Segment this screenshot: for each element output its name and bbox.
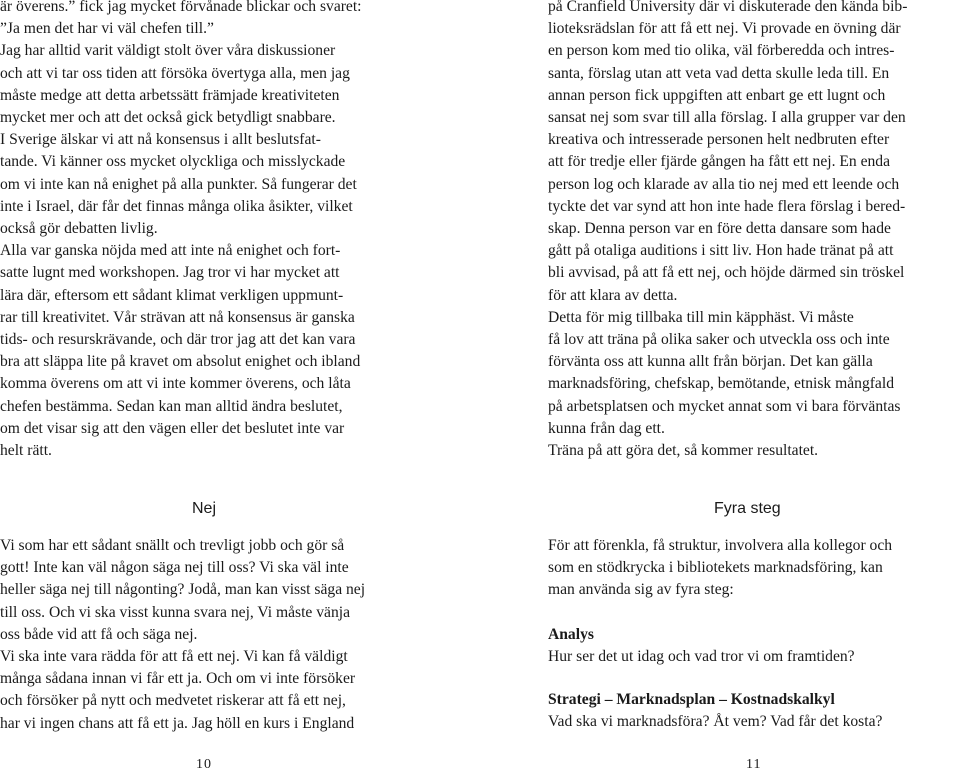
- text-line: mycket mer och att det också gick betydligt snabbare.: [0, 109, 336, 127]
- text-line: lära där, eftersom ett sådant klimat verkligen uppmunt-: [0, 286, 344, 304]
- text-line: tyckte det var synd att hon inte hade flera förslag i bered-: [548, 197, 906, 215]
- text-line: satte lugnt med workshopen. Jag tror vi har mycket att: [0, 264, 340, 282]
- text-line: Jag har alltid varit väldigt stolt över våra diskussioner: [0, 42, 336, 60]
- step-strategi-text: Vad ska vi marknadsföra? Åt vem? Vad får det kosta?: [548, 713, 883, 730]
- step-analys-text: Hur ser det ut idag och vad tror vi om framtiden?: [548, 648, 855, 665]
- text-line: och försöker på nytt och medvetet riskerar att få ett nej,: [0, 692, 346, 710]
- text-line: har vi ingen chans att få ett ja. Jag höll en kurs i England: [0, 714, 355, 732]
- text-line: oss både vid att få och säga nej.: [0, 625, 198, 643]
- text-line: helt rätt.: [0, 442, 52, 460]
- text-line: I Sverige älskar vi att nå konsensus i allt beslutsfat-: [0, 131, 321, 149]
- text-line: För att förenkla, få struktur, involvera alla kollegor och: [548, 537, 893, 554]
- right-top-text: [548, 0, 960, 462]
- text-line: tids- och resurskrävande, och där tror jag att det kan vara: [0, 331, 356, 349]
- text-line: sansat nej som svar till alla förslag. I alla grupper var den: [548, 109, 906, 127]
- text-line: marknadsföring, chefskap, bemötande, etnisk mångfald: [548, 375, 894, 393]
- text-line: Vi som har ett sådant snällt och trevligt jobb och gör så: [0, 537, 345, 554]
- left-top-text: [0, 0, 420, 462]
- text-line: annan person fick uppgiften att enbart ge ett lugnt och: [548, 86, 886, 104]
- text-line: tande. Vi känner oss mycket olyckliga och misslyckade: [0, 153, 346, 171]
- text-line: att för tredje eller fjärde gången ha fått ett nej. En enda: [548, 153, 891, 171]
- text-line: på Cranfield University där vi diskuterade den kända bib-: [548, 0, 908, 15]
- nej-section-text: [0, 535, 420, 735]
- text-line: kreativa och intresserade personen helt nedbruten efter: [548, 131, 890, 149]
- text-line: en person kom med tio olika, väl förberedda och intres-: [548, 42, 895, 60]
- text-line: kunna från dag ett.: [548, 419, 665, 437]
- text-line: rar till kreativitet. Vår strävan att nå konsensus är ganska: [0, 308, 355, 326]
- text-line: måste medge att detta arbetssätt främjade kreativiteten: [0, 86, 340, 104]
- text-line: på arbetsplatsen och mycket annat som vi bara förväntas: [548, 397, 901, 415]
- section-heading-fyra-steg: Fyra steg: [714, 500, 781, 517]
- text-line: Träna på att göra det, så kommer resultatet.: [548, 442, 819, 460]
- text-line: många sådana innan vi får ett ja. Och om vi inte försöker: [0, 670, 356, 688]
- fyra-steg-intro-text: [548, 535, 960, 602]
- page-number-right: 11: [746, 757, 762, 772]
- text-line: santa, förslag utan att veta vad detta skulle leda till. En: [548, 64, 890, 82]
- text-line: gott! Inte kan väl någon säga nej till oss? Vi ska väl inte: [0, 559, 349, 577]
- step-strategi-title: Strategi – Marknadsplan – Kostnadskalkyl: [548, 691, 835, 708]
- text-line: till oss. Och vi ska visst kunna svara nej, Vi måste vänja: [0, 603, 351, 621]
- text-line: person log och klarade av alla tio nej med ett leende och: [548, 175, 900, 193]
- text-line: skap. Denna person var en före detta dansare som hade: [548, 220, 891, 238]
- text-line: chefen bestämma. Sedan kan man alltid ändra beslutet,: [0, 397, 343, 415]
- text-line: Vi ska inte vara rädda för att få ett nej. Vi kan få väldigt: [0, 648, 348, 666]
- text-line: få lov att träna på olika saker och utveckla oss och inte: [548, 331, 890, 349]
- text-line: ”Ja men det har vi väl chefen till.”: [0, 20, 214, 38]
- text-line: bli avvisad, på att få ett nej, och höjde därmed sin tröskel: [548, 264, 905, 282]
- text-line: som en stödkrycka i bibliotekets marknadsföring, kan: [548, 559, 883, 577]
- text-line: Alla var ganska nöjda med att inte nå enighet och fort-: [0, 242, 341, 260]
- text-line: heller säga nej till någonting? Jodå, man kan visst säga nej: [0, 581, 366, 599]
- text-line: också gör debatten livlig.: [0, 220, 158, 238]
- text-line: förvänta oss att kunna allt från början. Det kan gälla: [548, 353, 873, 371]
- text-line: är överens.” fick jag mycket förvånade blickar och svaret:: [0, 0, 362, 15]
- section-heading-nej: Nej: [192, 500, 217, 517]
- text-line: lioteksrädslan för att få ett nej. Vi provade en övning där: [548, 20, 901, 38]
- text-line: Detta för mig tillbaka till min käpphäst. Vi måste: [548, 308, 854, 326]
- step-analys-title: Analys: [548, 626, 594, 643]
- text-line: inte i Israel, där får det finnas många olika åsikter, vilket: [0, 197, 353, 215]
- text-line: komma överens om att vi inte kommer överens, och låta: [0, 375, 351, 393]
- text-line: och att vi tar oss tiden att försöka övertyga alla, men jag: [0, 64, 350, 82]
- page-number-left: 10: [196, 757, 212, 772]
- text-line: om vi inte kan nå enighet på alla punkter. Så fungerar det: [0, 175, 357, 193]
- text-line: om det visar sig att den vägen eller det beslutet inte var: [0, 419, 345, 437]
- text-line: för att klara av detta.: [548, 286, 678, 304]
- text-line: man använda sig av fyra steg:: [548, 581, 734, 599]
- text-line: bra att släppa lite på kravet om absolut enighet och ibland: [0, 353, 361, 371]
- text-line: gått på otaliga auditions i sitt liv. Hon hade tränat på att: [548, 242, 894, 260]
